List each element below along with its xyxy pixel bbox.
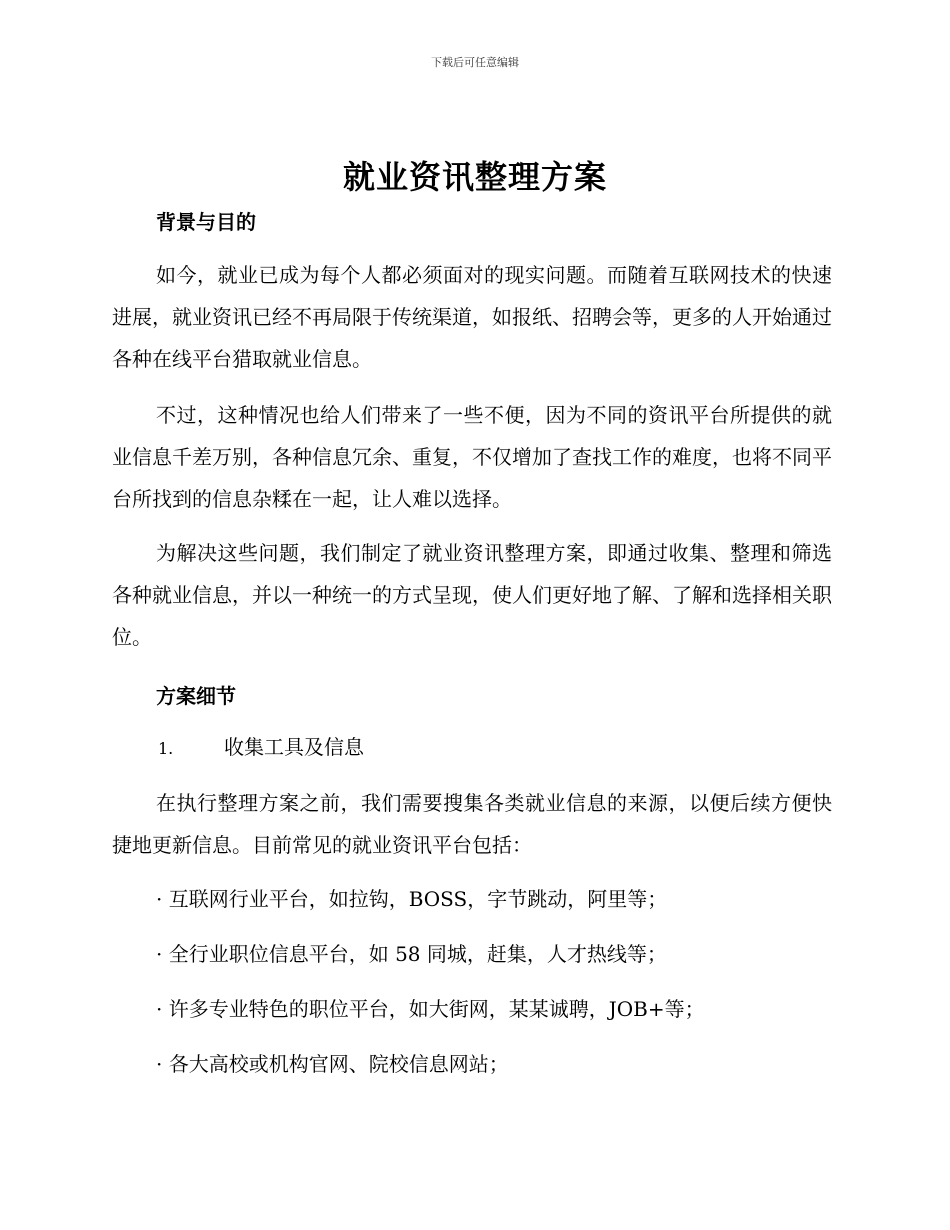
paragraph: 不过，这种情况也给人们带来了一些不便，因为不同的资讯平台所提供的就业信息千差万别，各种信息冗余、重复，不仅增加了查找工作的难度，也将不同平台所找到的信息杂糅在一起，让人难以选择。 (112, 403, 832, 511)
item-number: 1. (158, 739, 174, 758)
paragraph: 在执行整理方案之前，我们需要搜集各类就业信息的来源，以便后续方便快捷地更新信息。目前常见的就业资讯平台包括： (112, 791, 832, 857)
list-item: · 各大高校或机构官网、院校信息网站； (156, 1052, 509, 1076)
list-item: · 全行业职位信息平台，如 58 同城，赶集，人才热线等； (156, 942, 667, 966)
header-note: 下载后可任意编辑 (431, 56, 519, 69)
list-item: · 互联网行业平台，如拉钩，BOSS，字节跳动，阿里等； (156, 887, 668, 911)
item-label: 收集工具及信息 (224, 735, 364, 759)
paragraph: 为解决这些问题，我们制定了就业资讯整理方案，即通过收集、整理和筛选各种就业信息，并以一种统一的方式呈现，使人们更好地了解、了解和选择相关职位。 (112, 541, 832, 649)
paragraph: 如今，就业已成为每个人都必须面对的现实问题。而随着互联网技术的快速进展，就业资讯已经不再局限于传统渠道，如报纸、招聘会等，更多的人开始通过各种在线平台猎取就业信息。 (112, 263, 832, 371)
numbered-item (158, 726, 364, 770)
list-item: · 许多专业特色的职位平台，如大街网，某某诚聘，JOB+等； (156, 997, 705, 1021)
section-heading-details: 方案细节 (156, 684, 236, 708)
section-heading-background: 背景与目的 (156, 210, 256, 234)
document-title: 就业资讯整理方案 (342, 158, 607, 196)
